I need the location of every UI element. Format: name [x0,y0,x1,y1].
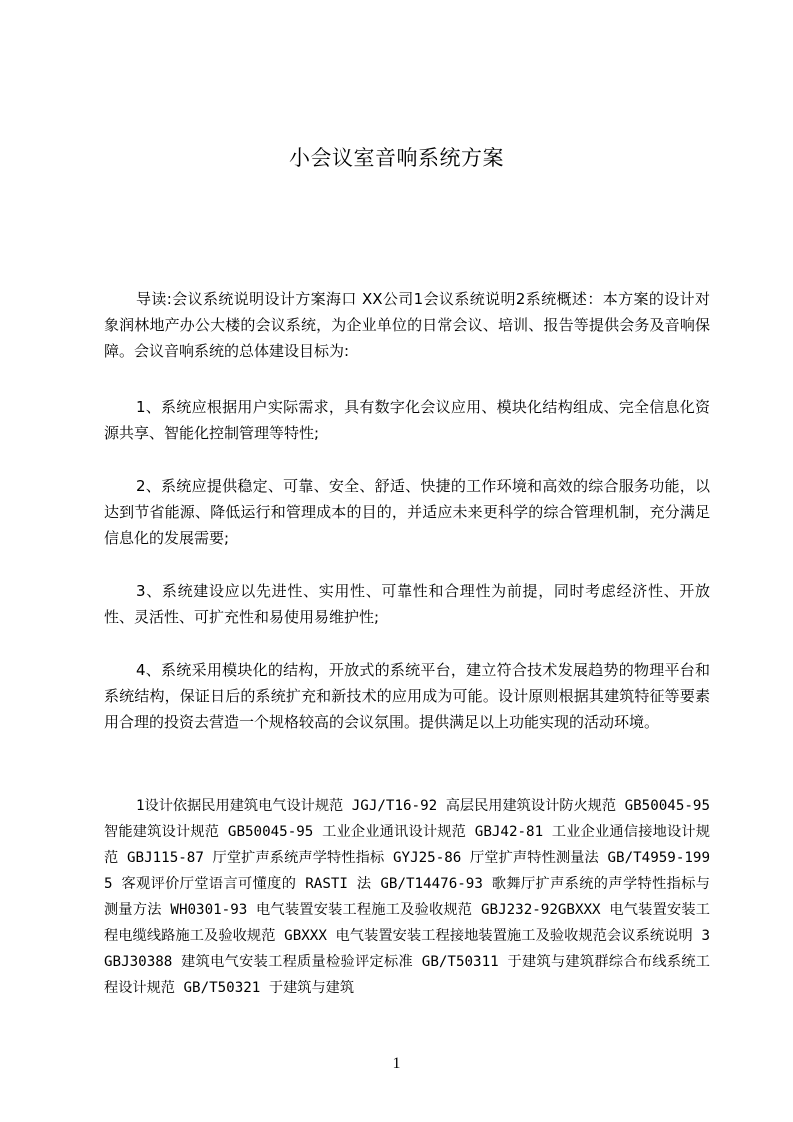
goal-item-3: 3、系统建设应以先进性、实用性、可靠性和合理性为前提，同时考虑经济性、开放性、灵活性、可扩充性和易使用易维护性; [104,582,710,626]
goal-item-1: 1、系统应根据用户实际需求，具有数字化会议应用、模块化结构组成、完全信息化资源共享、智能化控制管理等特性; [104,398,710,442]
page-number: 1 [392,1055,401,1072]
intro-paragraph: 导读:会议系统说明设计方案海口 XX公司1会议系统说明2系统概述：本方案的设计对象润林地产办公大楼的会议系统，为企业单位的日常会议、培训、报告等提供会务及音响保障。会议音响系统的总体建设目标为: [104,290,710,360]
goal-item-2: 2、系统应提供稳定、可靠、安全、舒适、快捷的工作环境和高效的综合服务功能，以达到节省能源、降低运行和管理成本的目的，并适应未来更科学的综合管理机制，充分满足信息化的发展需要; [104,477,710,547]
design-basis-paragraph: 1设计依据民用建筑电气设计规范 JGJ/T16-92 高层民用建筑设计防火规范 GB50045-95 智能建筑设计规范 GB50045-95 工业企业通讯设计规范 GBJ42-81 工业企业通信接地设计规范 GBJ115-87 厅堂扩声系统声学特性指标 GYJ25-86 厅堂扩声特性测量法 GB/T4959-1995 客观评价厅堂语言可懂度的 RASTI 法 GB/T14476-93 歌舞厅扩声系统的声学特性指标与测量方法 WH0301-93 电气装置安装工程施工及验收规范 GBJ232-92GBXXX 电气装置安装工程电缆线路施工及验收规范 GBXXX 电气装置安装工程接地装置施工及验收规范会议系统说明 3GBJ30388 建筑电气安装工程质量检验评定标准 GB/T50311 于建筑与建筑群综合布线系统工程设计规范 GB/T50321 于建筑与建筑 [104,798,710,996]
document-title: 小会议室音响系统方案 [289,146,504,170]
goal-item-4: 4、系统采用模块化的结构，开放式的系统平台，建立符合技术发展趋势的物理平台和系统结构，保证日后的系统扩充和新技术的应用成为可能。设计原则根据其建筑特征等要素用合理的投资去营造一个规格较高的会议氛围。提供满足以上功能实现的活动环境。 [104,661,710,731]
